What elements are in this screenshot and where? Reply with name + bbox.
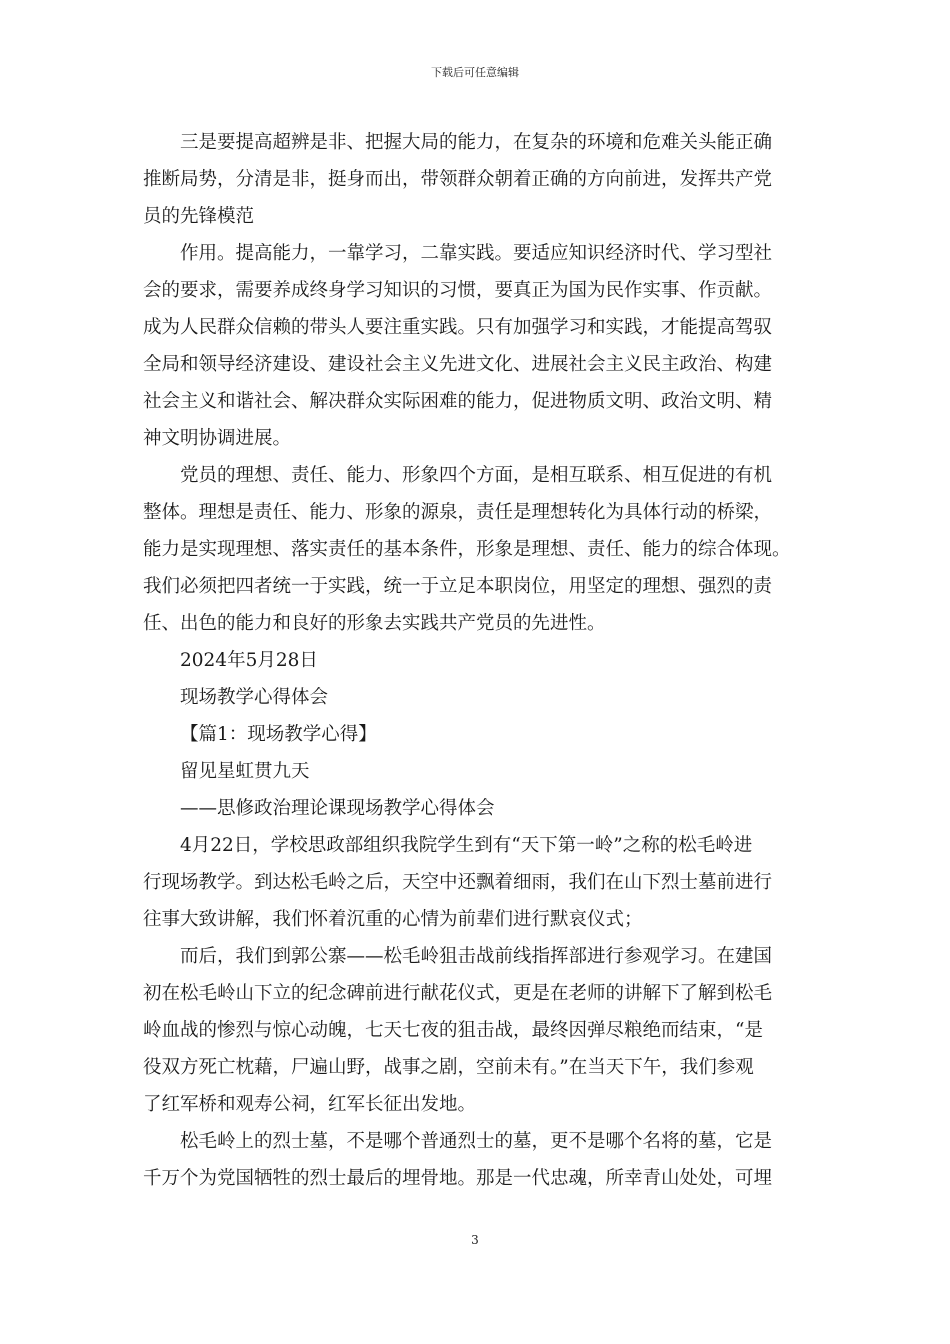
page-number: 3 <box>471 1233 479 1247</box>
document-body <box>143 124 811 1197</box>
article-subtitle: ——思修政治理论课现场教学心得体会 <box>180 798 495 819</box>
text-line: 神文明协调进展。 <box>143 428 292 449</box>
text-line: 能力是实现理想、落实责任的基本条件，形象是理想、责任、能力的综合体现。 <box>143 539 791 560</box>
text-line: 我们必须把四者统一于实践，统一于立足本职岗位，用坚定的理想、强烈的责 <box>143 576 773 597</box>
text-line: 役双方死亡枕藉，尸遍山野，战事之剧，空前未有。”在当天下午，我们参观 <box>143 1057 754 1078</box>
page-header: 下载后可任意编辑 <box>431 66 519 79</box>
text-line: 推断局势，分清是非，挺身而出，带领群众朝着正确的方向前进，发挥共产党 <box>143 169 773 190</box>
text-line: 全局和领导经济建设、建设社会主义先进文化、进展社会主义民主政治、构建 <box>143 354 773 375</box>
text-line: 作用。提高能力，一靠学习，二靠实践。要适应知识经济时代、学习型社 <box>180 243 773 264</box>
text-line: 初在松毛岭山下立的纪念碑前进行献花仪式，更是在老师的讲解下了解到松毛 <box>143 983 773 1004</box>
date-line: 2024年5月28日 <box>180 650 318 671</box>
section-title: 现场教学心得体会 <box>180 687 329 708</box>
text-line: 整体。理想是责任、能力、形象的源泉，责任是理想转化为具体行动的桥梁， <box>143 502 773 523</box>
text-line: 任、出色的能力和良好的形象去实践共产党员的先进性。 <box>143 613 606 634</box>
text-line: 松毛岭上的烈士墓，不是哪个普通烈士的墓，更不是哪个名将的墓，它是 <box>180 1131 773 1152</box>
text-line: 会的要求，需要养成终身学习知识的习惯，要真正为国为民作实事、作贡献。 <box>143 280 773 301</box>
text-line: 岭血战的惨烈与惊心动魄，七天七夜的狙击战，最终因弹尽粮绝而结束，“是 <box>143 1020 763 1041</box>
text-line: 4月22日，学校思政部组织我院学生到有“天下第一岭”之称的松毛岭进 <box>180 835 753 856</box>
text-line: 社会主义和谐社会、解决群众实际困难的能力，促进物质文明、政治文明、精 <box>143 391 773 412</box>
text-line: 成为人民群众信赖的带头人要注重实践。只有加强学习和实践，才能提高驾驭 <box>143 317 773 338</box>
text-line: 行现场教学。到达松毛岭之后，天空中还飘着细雨，我们在山下烈士墓前进行 <box>143 872 773 893</box>
text-line: 往事大致讲解，我们怀着沉重的心情为前辈们进行默哀仪式； <box>143 909 643 930</box>
text-line: 了红军桥和观寿公祠，红军长征出发地。 <box>143 1094 477 1115</box>
text-line: 员的先锋模范 <box>143 206 255 227</box>
article-label: 【篇1：现场教学心得】 <box>180 724 377 745</box>
text-line: 千万个为党国牺牲的烈士最后的埋骨地。那是一代忠魂，所幸青山处处，可埋 <box>143 1168 773 1189</box>
text-line: 三是要提高超辨是非、把握大局的能力，在复杂的环境和危难关头能正确 <box>180 132 773 153</box>
article-title: 留见星虹贯九天 <box>180 761 310 782</box>
text-line: 党员的理想、责任、能力、形象四个方面，是相互联系、相互促进的有机 <box>180 465 773 486</box>
text-line: 而后，我们到郭公寨——松毛岭狙击战前线指挥部进行参观学习。在建国 <box>180 946 773 967</box>
